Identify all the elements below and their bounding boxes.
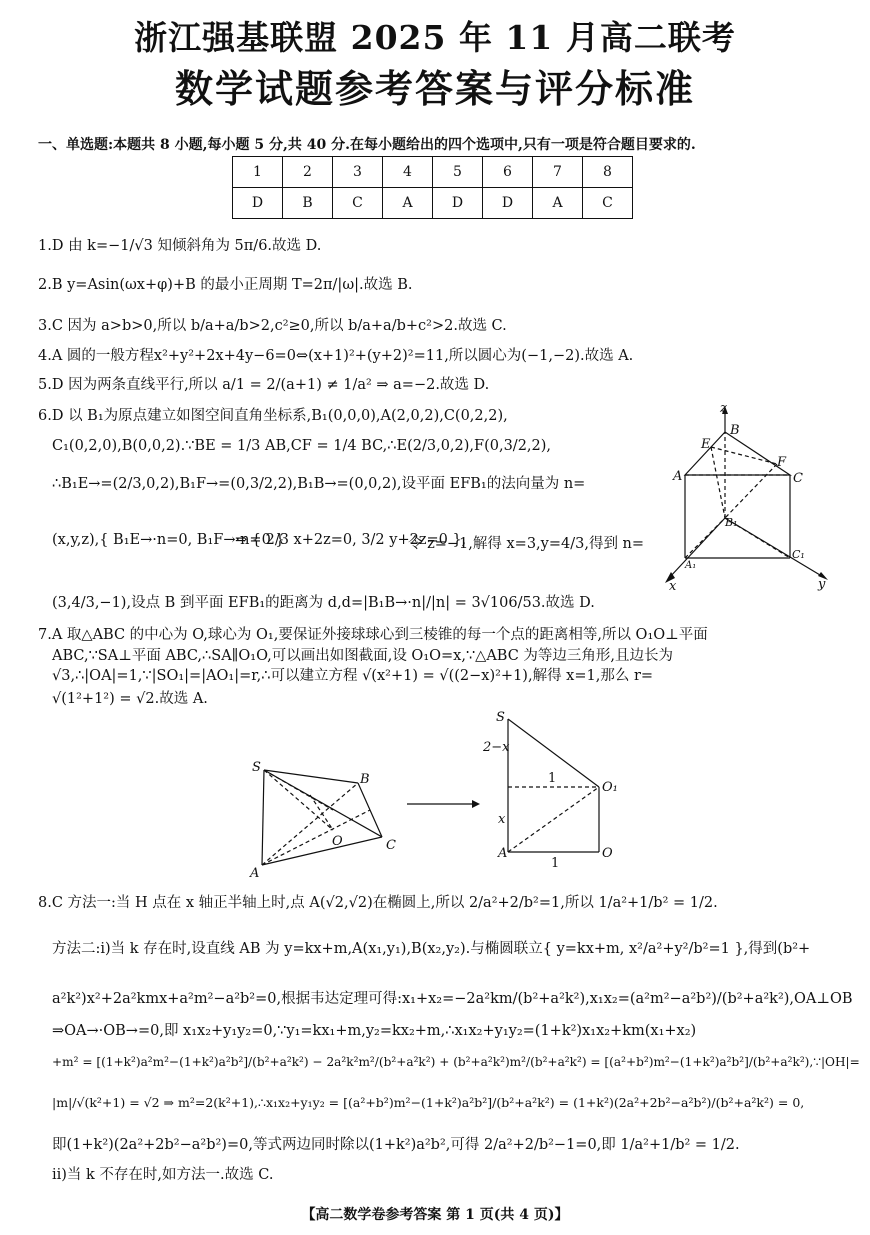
segment-SO — [264, 770, 333, 830]
table-cell: 2 — [283, 157, 333, 188]
solution-q3: 3.C 因为 a>b>0,所以 b/a+a/b>2,c²≥0,所以 b/a+a/b+c²>2.故选 C. — [38, 318, 507, 334]
solution-q8-line7: 即(1+k²)(2a²+2b²−a²b²)=0,等式两边同时除以(1+k²)a²b²,可得 2/a²+2/b²−1=0,即 1/a²+1/b² = 1/2. — [52, 1137, 740, 1153]
section-label-2-x: 2−x — [483, 740, 510, 755]
label-A: A — [250, 866, 260, 880]
solution-q2: 2.B y=Asin(ωx+φ)+B 的最小正周期 T=2π/|ω|.故选 B. — [38, 277, 413, 293]
solution-q6-line2: C₁(0,2,0),B(0,0,2).∵BE = 1/3 AB,CF = 1/4 BC,∴E(2/3,0,2),F(0,3/2,2), — [52, 438, 552, 454]
solution-q8-line1: 8.C 方法一:当 H 点在 x 轴正半轴上时,点 A(√2,√2)在椭圆上,所以 2/a²+2/b²=1,所以 1/a²+1/b² = 1/2. — [38, 895, 718, 911]
solution-q6-line4b: ⇒ { 2/3 x+2z=0, 3/2 y+2z=0 }, — [235, 532, 467, 548]
section-label-O: O — [602, 846, 613, 861]
solution-q6-line1: 6.D 以 B₁为原点建立如图空间直角坐标系,B₁(0,0,0),A(2,0,2),C(0,2,2), — [38, 408, 508, 424]
section-heading: 一、单选题:本题共 8 小题,每小题 5 分,共 40 分.在每小题给出的四个选项中,只有一项是符合题目要求的. — [38, 137, 696, 153]
table-cell: 6 — [483, 157, 533, 188]
edge-SA — [262, 770, 264, 865]
solution-q8-line3: a²k²)x²+2a²kmx+a²m²−a²b²=0,根据韦达定理可得:x₁+x₂=−2a²km/(b²+a²k²),x₁x₂=(a²m²−a²b²)/(b²+a²k²),OA⊥OB — [52, 991, 853, 1007]
label-B1: B₁ — [725, 516, 738, 529]
arrow-head — [472, 800, 480, 808]
label-x: x — [669, 579, 677, 594]
answer-table — [232, 156, 633, 219]
section-AO1 — [508, 787, 599, 852]
answer-key-title: 数学试题参考答案与评分标准 — [174, 66, 695, 111]
solution-q6-line5: (3,4/3,−1),设点 B 到平面 EFB₁的距离为 d,d=|B₁B→·n|/|n| = 3√106/53.故选 D. — [52, 595, 595, 611]
table-cell: B — [283, 188, 333, 219]
segment-EF — [711, 447, 777, 464]
label-z: z — [720, 401, 727, 416]
solution-q8-line8: ⅱ)当 k 不存在时,如方法一.故选 C. — [52, 1167, 274, 1183]
solution-q6-line4c: 令 z=−1,解得 x=3,y=4/3,得到 n= — [408, 536, 645, 552]
label-C1: C₁ — [792, 548, 805, 561]
page-footer: 【高二数学卷参考答案 第 1 页(共 4 页)】 — [301, 1207, 569, 1223]
edge-SB — [264, 770, 358, 783]
solution-q1: 1.D 由 k=−1/√3 知倾斜角为 5π/6.故选 D. — [38, 238, 322, 254]
pyramid-section-figure — [240, 705, 640, 880]
solution-q7-line4: √(1²+1²) = √2.故选 A. — [52, 691, 208, 707]
table-cell: 3 — [333, 157, 383, 188]
exam-title: 浙江强基联盟 2025 年 11 月高二联考 — [134, 18, 736, 57]
solution-q7-line3: √3,∴|OA|=1,∵|SO₁|=|AO₁|=r,∴可以建立方程 √(x²+1) = √((2−x)²+1),解得 x=1,那么 r= — [52, 668, 654, 684]
answer-table-numbers-row — [233, 157, 633, 188]
table-cell: D — [433, 188, 483, 219]
section-label-1-bottom: 1 — [551, 856, 560, 871]
table-cell: 1 — [233, 157, 283, 188]
label-O: O — [332, 834, 343, 849]
label-A: A — [673, 469, 683, 484]
label-B: B — [730, 423, 740, 438]
label-C: C — [793, 471, 803, 486]
table-cell: A — [383, 188, 433, 219]
solution-q8-line2: 方法二:ⅰ)当 k 存在时,设直线 AB 为 y=kx+m,A(x₁,y₁),B(x₂,y₂).与椭圆联立{ y=kx+m, x²/a²+y²/b²=1 },得到(b²+ — [52, 941, 811, 957]
label-C: C — [386, 838, 396, 853]
solution-q7-line1: 7.A 取△ABC 的中心为 O,球心为 O₁,要保证外接球球心到三棱锥的每一个点的距离相等,所以 O₁O⊥平面 — [38, 627, 708, 643]
answer-table-answers-row — [233, 188, 633, 219]
table-cell: A — [533, 188, 583, 219]
solution-q6-line4a: (x,y,z),{ B₁E→·n=0, B₁F→·n=0 } — [52, 532, 285, 548]
section-label-O1: O₁ — [602, 780, 618, 795]
prism-figure — [655, 400, 835, 595]
section-label-x: x — [498, 812, 506, 827]
label-A1: A₁ — [685, 560, 697, 571]
label-B: B — [360, 772, 370, 787]
table-cell: 4 — [383, 157, 433, 188]
table-cell: 7 — [533, 157, 583, 188]
table-cell: C — [583, 188, 633, 219]
label-E: E — [701, 437, 711, 452]
solution-q4: 4.A 圆的一般方程x²+y²+2x+4y−6=0⇔(x+1)²+(y+2)²=11,所以圆心为(−1,−2).故选 A. — [38, 348, 634, 364]
label-F: F — [777, 455, 787, 470]
solution-q6-line3: ∴B₁E→=(2/3,0,2),B₁F→=(0,3/2,2),B₁B→=(0,0,2),设平面 EFB₁的法向量为 n= — [52, 476, 586, 492]
edge-AC — [262, 837, 382, 865]
table-cell: D — [233, 188, 283, 219]
table-cell: C — [333, 188, 383, 219]
section-label-A: A — [498, 846, 508, 861]
solution-q7-line2: ABC,∵SA⊥平面 ABC,∴SA∥O₁O,可以画出如图截面,设 O₁O=x,∵△ABC 为等边三角形,且边长为 — [52, 648, 674, 664]
label-S: S — [252, 760, 261, 775]
label-y: y — [818, 577, 826, 592]
solution-q8-line4: ⇒OA→·OB→=0,即 x₁x₂+y₁y₂=0,∵y₁=kx₁+m,y₂=kx₂+m,∴x₁x₂+y₁y₂=(1+k²)x₁x₂+km(x₁+x₂) — [52, 1023, 697, 1039]
segment-FB1 — [725, 464, 777, 518]
table-cell: 5 — [433, 157, 483, 188]
segment-EB1 — [711, 447, 725, 518]
solution-q8-line5: +m² = [(1+k²)a²m²−(1+k²)a²b²]/(b²+a²k²) − 2a²k²m²/(b²+a²k²) + (b²+a²k²)m²/(b²+a²k²) = [(a²+b²)m²−(1+k²)a²b²]/(b²+a²k²),∵|OH|= — [52, 1054, 860, 1069]
section-label-S: S — [496, 710, 505, 725]
solution-q5: 5.D 因为两条直线平行,所以 a/1 = 2/(a+1) ≠ 1/a² ⇒ a=−2.故选 D. — [38, 377, 490, 393]
table-cell: 8 — [583, 157, 633, 188]
solution-q8-line6: |m|/√(k²+1) = √2 ⇒ m²=2(k²+1),∴x₁x₂+y₁y₂ = [(a²+b²)m²−(1+k²)a²b²]/(b²+a²k²) = (1+k²)(2a²+2b²−a²b²)/(b²+a²k²) = 0, — [52, 1095, 805, 1110]
table-cell: D — [483, 188, 533, 219]
section-label-1-top: 1 — [548, 771, 557, 786]
